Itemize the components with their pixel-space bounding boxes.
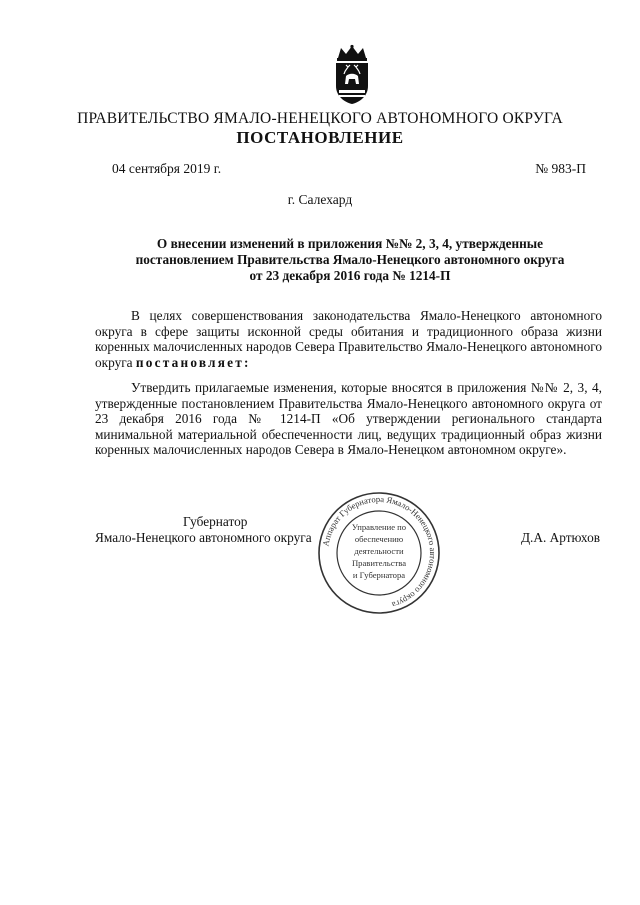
document-number: № 983-П [535,161,586,176]
stamp-line-5: и Губернатора [352,570,406,580]
document-title [100,236,600,284]
document-date: 04 сентября 2019 г. [112,161,222,176]
signatory-title: Губернатор [183,514,248,529]
title-line-2: постановлением Правительства Ямало-Ненецкого автономного округа [135,252,565,267]
document-type: ПОСТАНОВЛЕНИЕ [236,128,404,147]
decree-keyword: постановляет: [135,354,251,370]
coat-of-arms-icon [329,44,375,106]
stamp-ring-text: Аппарат Губернатора Ямало-Ненецкого автономного округа [320,493,439,611]
stamp-line-4: Правительства [351,558,407,568]
paragraph-preamble [95,308,602,370]
stamp-line-2: обеспечению [354,534,404,544]
official-stamp [316,490,442,616]
signatory-org: Ямало-Ненецкого автономного округа [95,530,312,545]
stamp-line-1: Управление по [351,522,407,532]
signatory-name: Д.А. Артюхов [520,530,600,545]
title-line-3: от 23 декабря 2016 года № 1214-П [249,268,451,283]
paragraph-resolution [95,380,602,458]
preamble-text: В целях совершенствования законодательства Ямало-Ненецкого автономного округа в сфере защиты исконной среды обитания и традиционного образа жизни коренных малочисленных народов Севера Правительство Ямало-Ненецкого автономного округа [95,308,602,370]
government-name: ПРАВИТЕЛЬСТВО ЯМАЛО-НЕНЕЦКОГО АВТОНОМНОГО ОКРУГА [77,110,563,127]
stamp-line-3: деятельности [354,546,404,556]
resolution-text: Утвердить прилагаемые изменения, которые вносятся в приложения №№ 2, 3, 4, утвержденные постановлением Правительства Ямало-Ненецкого автономного округа от 23 декабря 2016 года № 1214-П «Об утверждении регионального стандарта минимальной материальной обеспеченности лиц, ведущих традиционный образ жизни коренных малочисленных народов Севера в Ямало-Ненецком автономном округе». [95,380,602,458]
title-line-1: О внесении изменений в приложения №№ 2, 3, 4, утвержденные [156,236,544,251]
document-city: г. Салехард [287,192,353,207]
